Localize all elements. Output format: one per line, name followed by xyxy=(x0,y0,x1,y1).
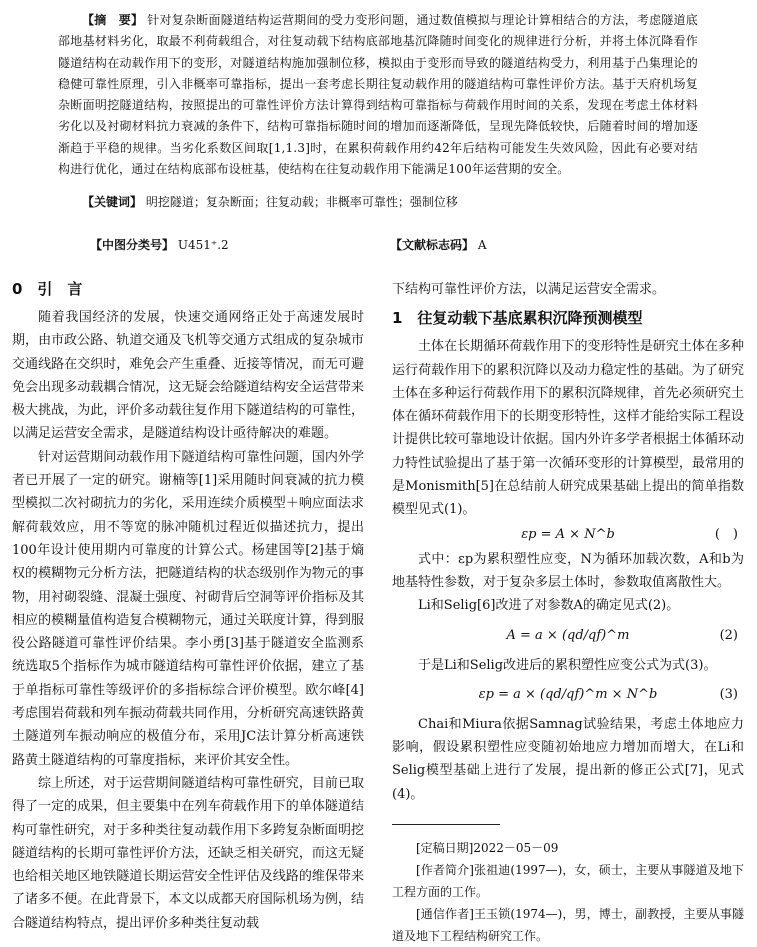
equation-3-body: εp = a × (qd/qf)^m × N^b xyxy=(478,687,658,703)
equation-2 xyxy=(392,618,744,654)
intro-heading: 0 引 言 xyxy=(12,280,83,298)
abstract-text: 针对复杂断面隧道结构运营期间的受力变形问题，通过数值模拟与理论计算相结合的方法，考虑隧道底部地基材料劣化，取最不利荷载组合，对往复动载下结构底部地基沉降随时间变化的规律进行分析，并将土体沉降看作隧道结构在动载作用下的变形，对隧道结构施加强制位移，模拟由于变形而导致的隧道结构受力，利用基于凸集理论的稳健可靠性原理，引入非概率可靠指标，提出一套考虑长期往复动载作用的隧道结构可靠性评价方法。基于天府机场复杂断面明挖隧道结构，按照提出的可靠性评价方法计算得到结构可靠指标与荷载作用时间的关系，发现在考虑土体材料劣化以及衬砌材料抗力衰减的条件下，结构可靠指标随时间的增加而逐渐降低，呈现先降低较快，后随着时间的增加逐渐趋于平稳的规律。当劣化系数区间取[1,1.3]时，在累积荷载作用约42年后结构可能发生失效风险，因此有必要对结构进行优化，通过在结构底部布设桩基，使结构在往复动载作用下能满足100年运营期的安全。 xyxy=(58,13,698,177)
clc-number xyxy=(90,236,229,253)
footnote-author-info: [作者简介]张祖迪(1997—)，女，硕士，主要从事隧道及地下工程方面的工作。 xyxy=(392,863,744,900)
footnote-divider xyxy=(392,824,500,825)
intro-paragraph-3: 综上所述，对于运营期间隧道结构可靠性研究，目前已取得了一定的成果，但主要集中在列车荷载作用下的单体隧道结构可靠性研究，对于多种类往复动载作用下多跨复杂断面明挖隧道结构的长期可靠性评价方法，还缺乏相关研究，而这无疑也给相关地区地铁隧道长期运营安全性评估及线路的维保带来了诸多不便。在此背景下，本文以成都天府国际机场为例，结合隧道结构特点，提出评价多种类往复动载 xyxy=(12,775,364,931)
equation-1-body: εp = A × N^b xyxy=(521,527,615,543)
section-1-paragraph-1: 土体在长期循环荷载作用下的变形特性是研究土体在多种运行荷载作用下的累积沉降以及动力稳定性的基础。为了研究土体在多种运行荷载作用下的累积沉降规律，首先必须研究土体在循环荷载作用下的长期变形特性，这样才能给实际工程设计提供比较可靠地设计依据。国内外许多学者根据土体循环动力特性试验提出了基于第一次循环变形的计算模型，最常用的是Monismith[5]在总结前人研究成果基础上提出的简单指数模型见式(1)。 xyxy=(392,339,744,518)
section-1-paragraph-3: Li和Selig[6]改进了对参数A的确定见式(2)。 xyxy=(418,598,680,614)
abstract xyxy=(58,10,698,180)
doc-value: A xyxy=(477,238,487,252)
intro-paragraph-2: 针对运营期间动载作用下隧道结构可靠性问题，国内外学者已开展了一定的研究。谢楠等[1]采用随时间衰减的抗力模型模拟二次衬砌抗力的劣化，采用连续介质模型＋响应面法求解荷载效应，用不等宽的脉冲随机过程近似描述抗力，提出100年设计使用期内可靠度的计算公式。杨建国等[2]基于熵权的模糊物元分析方法，把隧道结构的状态级别作为物元的事物，用衬砌裂缝、混凝土强度、衬砌背后空洞等评价指标及其相应的模糊量值构造复合模糊物元，通过关联度计算，得到服役公路隧道可靠性评价结果。李小勇[3]基于隧道安全监测系统选取5个指标作为城市隧道结构可靠性评价依据，建立了基于单指标可靠性等级评价的多指标综合评价模型。欧尔峰[4]考虑围岩荷载和列车振动荷载共同作用，分析研究高速铁路黄土隧道列车振动响应的极值分布，采用JC法计算分析高速铁路黄土隧道结构的可靠度指标，来评价其安全性。 xyxy=(12,449,364,768)
keywords-text: 明挖隧道；复杂断面；往复动载；非概率可靠性；强制位移 xyxy=(145,195,458,209)
document-code xyxy=(390,236,487,253)
equation-2-number: (2) xyxy=(719,627,738,643)
right-column xyxy=(392,278,744,947)
intro-continuation: 下结构可靠性评价方法，以满足运营安全需求。 xyxy=(392,282,666,297)
section-1-paragraph-5: Chai和Miura依据Samnag试验结果，考虑土体地应力影响，假设累积塑性应变随初始地应力增加而增大，在Li和Selig模型基础上进行了发展，提出新的修正公式[7]，见式(4)。 xyxy=(392,716,744,802)
equation-1 xyxy=(392,522,744,548)
section-1-paragraph-2: 式中：εp为累积塑性应变，N为循环加载次数，A和b为地基特性参数，对于复杂多层土体时，参数取值离散性大。 xyxy=(392,551,744,590)
clc-value: U451⁺.2 xyxy=(177,238,229,252)
section-1-heading: 1 往复动载下基底累积沉降预测模型 xyxy=(392,309,643,328)
intro-paragraph-1: 随着我国经济的发展，快速交通网络正处于高速发展时期，由市政公路、轨道交通及飞机等交通方式组成的复杂城市交通线路在交织时，难免会产生重叠、近接等情况，而无可避免会出现多动载耦合情况，这无疑会给隧道结构安全运营带来极大挑战，为此，评价多动载往复作用下隧道结构的可靠性，以满足运营安全需求，是隧道结构设计亟待解决的难题。 xyxy=(12,310,364,442)
equation-3 xyxy=(392,677,744,713)
clc-label: 【中图分类号】 xyxy=(90,238,175,252)
abstract-label: 【摘 要】 xyxy=(82,13,144,27)
equation-2-body: A = a × (qd/qf)^m xyxy=(506,627,630,643)
footnote-received-date: [定稿日期]2022－05－09 xyxy=(416,841,559,856)
equation-1-number: ( ) xyxy=(714,527,738,543)
keywords-label: 【关键词】 xyxy=(82,195,143,209)
equation-3-number: (3) xyxy=(719,687,738,703)
left-column xyxy=(12,278,364,935)
keywords xyxy=(82,193,458,210)
footnote-corresponding-author: [通信作者]王玉锁(1974—)，男，博士，副教授，主要从事隧道及地下工程结构研究工作。 xyxy=(392,907,744,944)
section-1-paragraph-4: 于是Li和Selig改进后的累积塑性应变公式为式(3)。 xyxy=(418,657,717,673)
doc-label: 【文献标志码】 xyxy=(390,238,475,252)
